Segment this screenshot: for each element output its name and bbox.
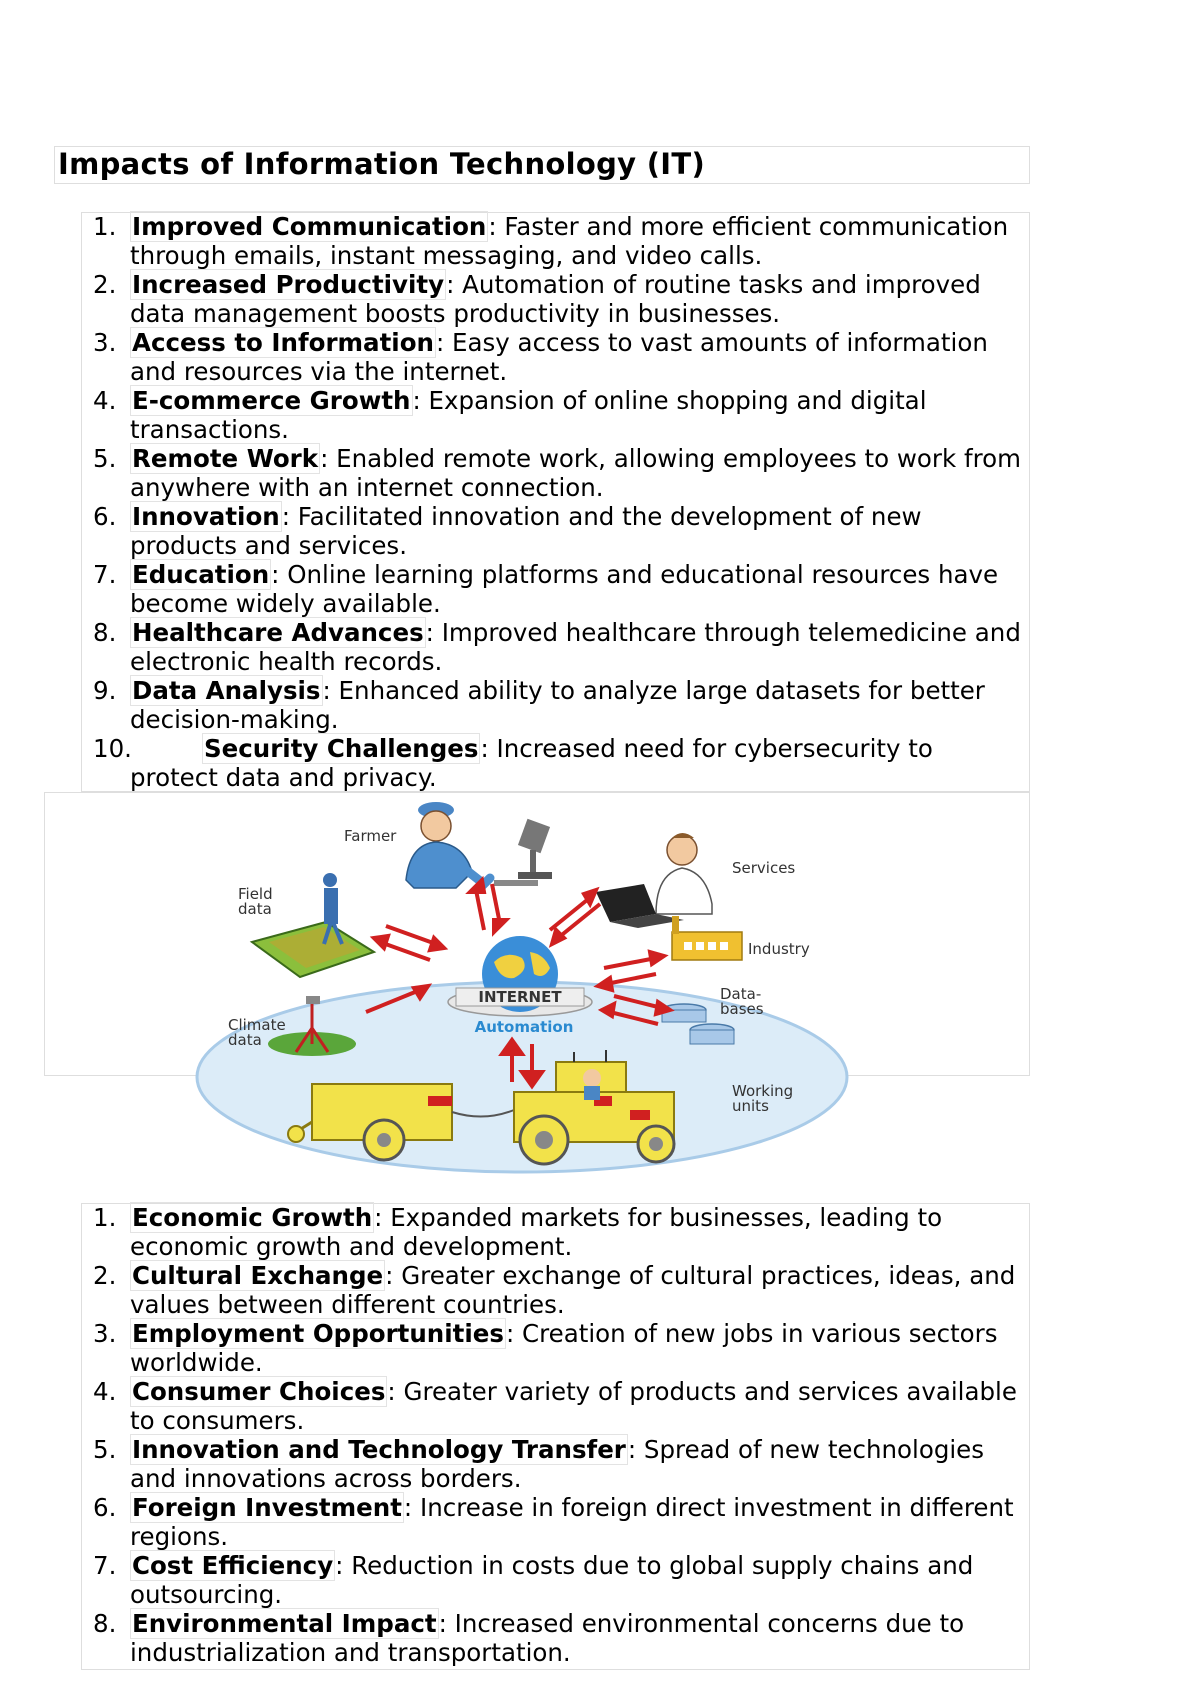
- section2-list: [82, 1203, 1028, 1667]
- item-term: Education: [132, 560, 270, 589]
- item-number: 7.: [93, 560, 117, 589]
- item-term: Increased Productivity: [132, 270, 445, 299]
- item-number: 5.: [93, 1435, 117, 1464]
- services-icon: [596, 833, 712, 928]
- climate-label: Climate: [228, 1016, 286, 1034]
- internet-automation-figure: [44, 792, 1030, 1177]
- list-item: [82, 676, 1028, 734]
- list-item: [82, 328, 1028, 386]
- section1-title: Impacts of Information Technology (IT): [54, 146, 1030, 184]
- item-number: 8.: [93, 1609, 117, 1638]
- item-description: : Expanded markets for businesses, leading to economic growth and development.: [130, 1203, 943, 1261]
- item-term: Data Analysis: [132, 676, 321, 705]
- item-number: 7.: [93, 1551, 117, 1580]
- item-description: : Greater exchange of cultural practices, ideas, and values between different countries.: [130, 1261, 1016, 1319]
- list-item: [82, 444, 1028, 502]
- item-description: : Online learning platforms and educational resources have become widely available.: [130, 560, 999, 618]
- item-number: 9.: [93, 676, 117, 705]
- list-item: [82, 1609, 1028, 1667]
- item-number: 8.: [93, 618, 117, 647]
- item-term: Environmental Impact: [132, 1609, 437, 1638]
- list-item: [82, 212, 1028, 270]
- item-term: Innovation: [132, 502, 280, 531]
- list-item: [82, 1319, 1028, 1377]
- item-number: 4.: [93, 386, 117, 415]
- item-number: 10.: [93, 734, 132, 763]
- item-description: : Greater variety of products and services available to consumers.: [130, 1377, 1017, 1435]
- list-item: [82, 618, 1028, 676]
- item-term: Healthcare Advances: [132, 618, 424, 647]
- item-term: Security Challenges: [204, 734, 479, 763]
- item-description: : Spread of new technologies and innovations across borders.: [130, 1435, 985, 1493]
- item-number: 2.: [93, 270, 117, 299]
- item-term: Economic Growth: [132, 1203, 373, 1232]
- list-item: [82, 502, 1028, 560]
- item-description: : Increased environmental concerns due to industrialization and transportation.: [130, 1609, 965, 1667]
- working-units-label: Working: [732, 1082, 794, 1100]
- databases-label: bases: [720, 1000, 764, 1018]
- item-number: 2.: [93, 1261, 117, 1290]
- item-number: 3.: [93, 1319, 117, 1348]
- farmer-icon: [406, 802, 552, 888]
- list-item: [82, 1203, 1028, 1261]
- item-number: 3.: [93, 328, 117, 357]
- climate-label: data: [228, 1031, 262, 1049]
- list-item: [82, 1551, 1028, 1609]
- item-description: : Enabled remote work, allowing employees to work from anywhere with an internet connection.: [130, 444, 1021, 502]
- list-item: [82, 1261, 1028, 1319]
- item-description: : Easy access to vast amounts of information and resources via the internet.: [130, 328, 988, 386]
- item-term: Remote Work: [132, 444, 319, 473]
- internet-label: INTERNET: [478, 988, 562, 1006]
- item-description: : Reduction in costs due to global supply chains and outsourcing.: [130, 1551, 974, 1609]
- list-item: [82, 1377, 1028, 1435]
- item-description: : Enhanced ability to analyze large datasets for better decision-making.: [130, 676, 985, 734]
- item-term: E-commerce Growth: [132, 386, 411, 415]
- item-description: : Improved healthcare through telemedicine and electronic health records.: [130, 618, 1021, 676]
- item-term: Innovation and Technology Transfer: [132, 1435, 626, 1464]
- services-label: Services: [732, 859, 796, 877]
- item-description: : Facilitated innovation and the development of new products and services.: [130, 502, 922, 560]
- industry-icon: [672, 916, 742, 960]
- automation-label: Automation: [474, 1018, 574, 1036]
- item-number: 6.: [93, 1493, 117, 1522]
- industry-label: Industry: [748, 940, 810, 958]
- databases-label: Data-: [720, 985, 762, 1003]
- item-number: 6.: [93, 502, 117, 531]
- list-item: [82, 560, 1028, 618]
- item-number: 4.: [93, 1377, 117, 1406]
- item-term: Consumer Choices: [132, 1377, 386, 1406]
- item-description: : Increased need for cybersecurity to protect data and privacy.: [130, 734, 933, 792]
- list-item: [82, 734, 1028, 792]
- item-description: : Faster and more efficient communication through emails, instant messaging, and video calls.: [130, 212, 1009, 270]
- item-description: : Expansion of online shopping and digital transactions.: [130, 386, 927, 444]
- section1-list: [82, 212, 1028, 792]
- list-item: [82, 1435, 1028, 1493]
- field-data-label: data: [238, 900, 272, 918]
- working-units-label: units: [732, 1097, 769, 1115]
- item-number: 5.: [93, 444, 117, 473]
- item-term: Foreign Investment: [132, 1493, 402, 1522]
- item-description: : Automation of routine tasks and improved data management boosts productivity in businesses.: [130, 270, 981, 328]
- item-term: Cultural Exchange: [132, 1261, 384, 1290]
- item-term: Improved Communication: [132, 212, 487, 241]
- item-description: : Increase in foreign direct investment in different regions.: [130, 1493, 1014, 1551]
- item-term: Employment Opportunities: [132, 1319, 504, 1348]
- list-item: [82, 1493, 1028, 1551]
- item-number: 1.: [93, 1203, 117, 1232]
- farmer-label: Farmer: [344, 827, 397, 845]
- list-item: [82, 270, 1028, 328]
- item-term: Access to Information: [132, 328, 434, 357]
- item-description: : Creation of new jobs in various sectors worldwide.: [130, 1319, 998, 1377]
- list-item: [82, 386, 1028, 444]
- field-data-label: Field: [238, 885, 273, 903]
- item-term: Cost Efficiency: [132, 1551, 334, 1580]
- item-number: 1.: [93, 212, 117, 241]
